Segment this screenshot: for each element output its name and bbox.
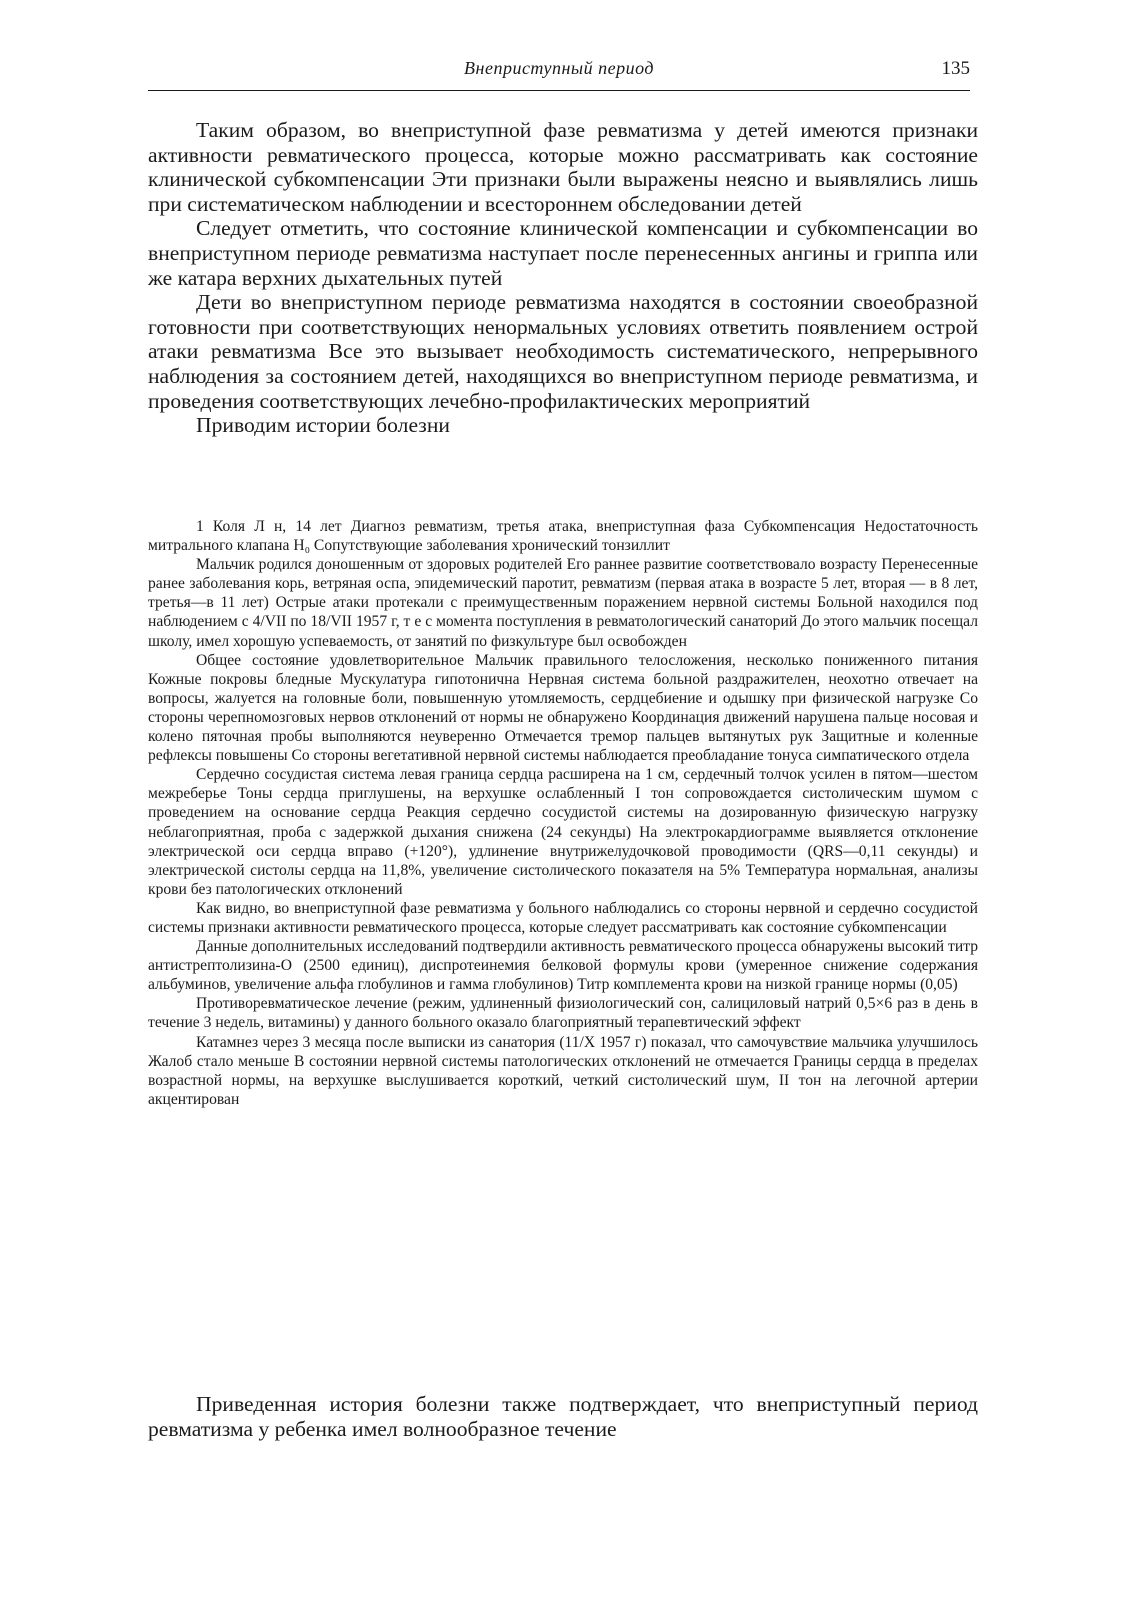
paragraph: Следует отметить, что состояние клинической компенсации и субкомпенсации во внеприступном периоде ревматизма наступает после перенесенных ангины и гриппа или же катара верхних дыхательных путей [148, 216, 978, 290]
paragraph: Таким образом, во внеприступной фазе ревматизма у детей имеются признаки активности ревматического процесса, которые можно рассматривать как состояние клинической субкомпенсации Эти признаки были выражены неясно и выявлялись лишь при систематическом наблюдении и всестороннем обследовании детей [148, 118, 978, 216]
page-number: 135 [941, 58, 970, 79]
case-paragraph: 1 Коля Л н, 14 лет Диагноз ревматизм, третья атака, внеприступная фаза Субкомпенсация Недостаточность митрального клапана H₀ Сопутствующие заболевания хронический тонзиллит [148, 518, 978, 555]
conclusion [148, 1392, 978, 1442]
case-paragraph: Катамнез через 3 месяца после выписки из санатория (11/X 1957 г) показал, что самочувствие мальчика улучшилось Жалоб стало меньше В состоянии нервной системы патологических отклонений не отмечается Границы сердца в пределах возрастной нормы, на верхушке выслушивается короткий, четкий систолический шум, II тон на легочной артерии акцентирован [148, 1033, 978, 1108]
case-paragraph: Мальчик родился доношенным от здоровых родителей Его раннее развитие соответствовало возрасту Перенесенные ранее заболевания корь, ветряная оспа, эпидемический паротит, ревматизм (первая атака в возрасте 5 лет, вторая — в 8 лет, третья—в 11 лет) Острые атаки протекали с преимущественным поражением нервной системы Больной находился под наблюдением с 4/VII по 18/VII 1957 г, т е с момента поступления в ревматологический санаторий До этого мальчик посещал школу, имел хорошую успеваемость, от занятий по физкультуре был освобожден [148, 556, 978, 650]
case-paragraph: Сердечно сосудистая система левая граница сердца расширена на 1 см, сердечный толчок усилен в пятом—шестом межреберье Тоны сердца приглушены, на верхушке ослабленный I тон сопровождается систолическим шумом с проведением на основание сердца Реакция сердечно сосудистой системы на дозированную физическую нагрузку неблагоприятная, проба с задержкой дыхания снижена (24 секунды) На электрокардиограмме выявляется отклонение электрической оси сердца вправо (+120°), удлинение внутрижелудочковой проводимости (QRS—0,11 секунды) и электрической систолы сердца на 11,8%, увеличение систолического показателя на 5% Температура нормальная, анализы крови без патологических отклонений [148, 766, 978, 898]
case-paragraph: Данные дополнительных исследований подтвердили активность ревматического процесса обнаружены высокий титр антистрептолизина-О (2500 единиц), диспротеинемия белковой формулы крови (умеренное снижение содержания альбуминов, увеличение альфа глобулинов и гамма глобулинов) Титр комплемента крови на низкой границе нормы (0,05) [148, 938, 979, 994]
case-history [148, 517, 978, 1109]
main-text [148, 118, 978, 438]
paragraph: Дети во внеприступном периоде ревматизма находятся в состоянии своеобразной готовности при соответствующих ненормальных условиях ответить появлением острой атаки ревматизма Все это вызывает необходимость систематического, непрерывного наблюдения за состоянием детей, находящихся во внеприступном периоде ревматизма, и проведения соответствующих лечебно-профилактических мероприятий [148, 290, 978, 413]
header-rule [148, 90, 970, 91]
case-paragraph: Как видно, во внеприступной фазе ревматизма у больного наблюдались со стороны нервной и сердечно сосудистой системы признаки активности ревматического процесса, которые следует рассматривать как состояние субкомпенсации [148, 899, 978, 936]
running-title: Внеприступный период [464, 58, 654, 78]
paragraph: Приводим истории болезни [196, 413, 450, 438]
case-paragraph: Общее состояние удовлетворительное Мальчик правильного телосложения, несколько пониженного питания Кожные покровы бледные Мускулатура гипотонична Нервная система больной раздражителен, неохотно отвечает на вопросы, жалуется на головные боли, повышенную утомляемость, сердцебиение и одышку при физической нагрузке Со стороны черепномозговых нервов отклонений от нормы не обнаружено Координация движений нарушена пальце носовая и колено пяточная пробы выполняются неуверенно Отмечается тремор пальцев вытянутых рук Защитные и коленные рефлексы повышены Со стороны вегетативной нервной системы наблюдается преобладание тонуса симпатического отдела [148, 651, 978, 765]
case-paragraph: Противоревматическое лечение (режим, удлиненный физиологический сон, салициловый натрий 0,5×6 раз в день в течение 3 недель, витамины) у данного больного оказало благоприятный терапевтический эффект [148, 995, 978, 1032]
running-head [148, 58, 970, 84]
conclusion-paragraph: Приведенная история болезни также подтверждает, что внеприступный период ревматизма у ребенка имел волнообразное течение [148, 1392, 978, 1441]
